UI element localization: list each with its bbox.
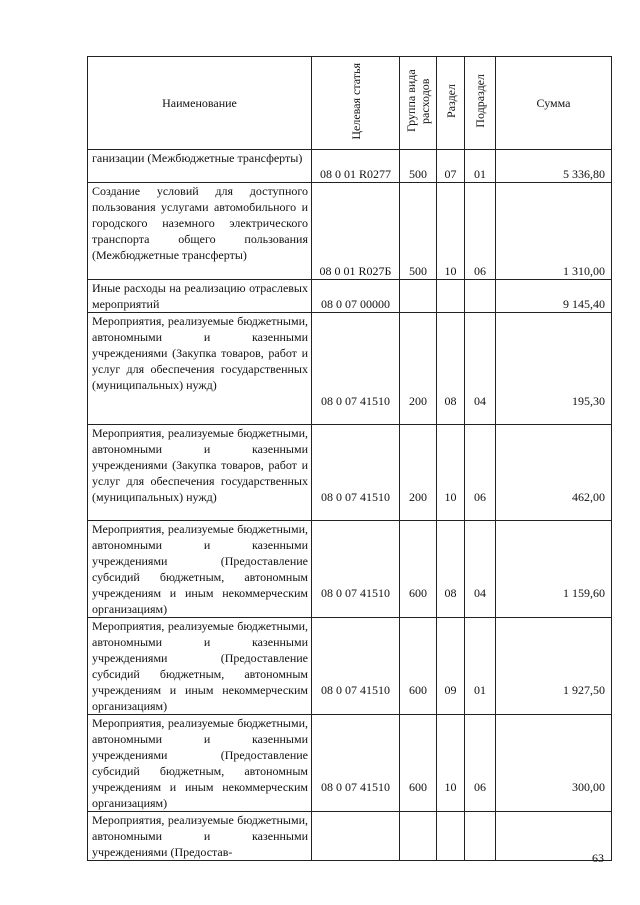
row-target: 08 0 01 R027Б [319, 264, 392, 278]
table-header-row [88, 57, 612, 150]
row-sum-cell [496, 280, 612, 313]
row-name: Мероприятия, реализуемые бюджетными, автономными и казенными учреждениями (Предоставление субсидий бюджетным, автономным учреждениям и иным некоммерческим организациям) [92, 522, 308, 616]
row-section-cell [437, 183, 465, 280]
row-name: ганизации (Межбюджетные трансферты) [92, 151, 303, 165]
row-group-cell [400, 618, 437, 715]
row-name: Мероприятия, реализуемые бюджетными, автономными и казенными учреждениями (Предоставление субсидий бюджетным, автономным учреждениям и иным некоммерческим организациям) [92, 716, 308, 810]
row-name: Мероприятия, реализуемые бюджетными, автономными и казенными учреждениями (Закупка товаров, работ и услуг для обеспечения государственных (муниципальных) нужд) [92, 426, 308, 504]
row-subsection: 04 [474, 394, 486, 408]
row-name-cell [88, 618, 312, 715]
row-section: 10 [444, 490, 457, 504]
row-section-cell [437, 618, 465, 715]
row-name-cell [88, 715, 312, 812]
row-sum: 1 310,00 [563, 264, 605, 278]
row-subsection-cell [465, 183, 496, 280]
header-name: Наименование [88, 57, 312, 150]
row-section-cell [437, 812, 465, 861]
row-name-cell [88, 812, 312, 861]
row-group: 500 [409, 167, 427, 181]
row-group-cell [400, 425, 437, 521]
row-section-cell [437, 715, 465, 812]
row-subsection-cell [465, 715, 496, 812]
row-target-cell [312, 313, 400, 425]
row-target-cell [312, 150, 400, 183]
table-row [88, 183, 612, 280]
row-group-cell [400, 183, 437, 280]
budget-table [87, 56, 612, 861]
table-row [88, 425, 612, 521]
row-section: 07 [444, 167, 457, 181]
row-target-cell [312, 280, 400, 313]
table-row [88, 313, 612, 425]
row-sum: 462,00 [572, 490, 605, 504]
row-sum: 300,00 [572, 780, 605, 794]
row-target: 08 0 07 00000 [321, 297, 390, 311]
row-sum-cell [496, 183, 612, 280]
row-target-cell [312, 521, 400, 618]
row-name: Создание условий для доступного пользования услугами автомобильного и городского наземного электрического транспорта общего пользования (Межбюджетные трансферты) [92, 184, 308, 262]
row-section-cell [437, 280, 465, 313]
row-section-cell [437, 150, 465, 183]
header-section: Раздел [437, 57, 465, 150]
row-name: Мероприятия, реализуемые бюджетными, автономными и казенными учреждениями (Закупка товаров, работ и услуг для обеспечения государственных (муниципальных) нужд) [92, 314, 308, 392]
row-group-cell [400, 715, 437, 812]
row-group: 600 [409, 683, 427, 697]
row-section-cell [437, 425, 465, 521]
row-group: 600 [409, 586, 427, 600]
row-target-cell [312, 715, 400, 812]
row-subsection: 06 [474, 490, 486, 504]
row-group-cell [400, 150, 437, 183]
row-subsection: 01 [474, 683, 486, 697]
row-target-cell [312, 812, 400, 861]
row-group: 200 [409, 490, 427, 504]
header-subsection: Подраздел [465, 57, 496, 150]
row-section: 09 [444, 683, 457, 697]
row-name-cell [88, 425, 312, 521]
row-name-cell [88, 150, 312, 183]
header-group: Группа вида расходов [400, 57, 437, 150]
row-subsection: 01 [474, 167, 486, 181]
row-sum: 9 145,40 [563, 297, 605, 311]
table-row [88, 618, 612, 715]
row-sum: 1 927,50 [563, 683, 605, 697]
row-section: 08 [444, 394, 457, 408]
row-target: 08 0 07 41510 [321, 490, 390, 504]
row-subsection-cell [465, 280, 496, 313]
row-name-cell [88, 183, 312, 280]
row-sum-cell [496, 715, 612, 812]
row-section: 08 [444, 586, 457, 600]
row-subsection-cell [465, 812, 496, 861]
row-target: 08 0 01 R0277 [319, 167, 391, 181]
row-subsection-cell [465, 425, 496, 521]
row-target-cell [312, 425, 400, 521]
row-group-cell [400, 812, 437, 861]
row-target: 08 0 07 41510 [321, 586, 390, 600]
row-group-cell [400, 280, 437, 313]
row-group: 200 [409, 394, 427, 408]
row-section: 10 [444, 780, 457, 794]
row-name-cell [88, 313, 312, 425]
row-target: 08 0 07 41510 [321, 780, 390, 794]
row-section-cell [437, 313, 465, 425]
table-row [88, 715, 612, 812]
row-section: 10 [444, 264, 457, 278]
row-subsection: 06 [474, 264, 486, 278]
row-subsection: 06 [474, 780, 486, 794]
row-section-cell [437, 521, 465, 618]
row-sum-cell [496, 425, 612, 521]
table-row [88, 521, 612, 618]
row-subsection-cell [465, 313, 496, 425]
row-name: Иные расходы на реализацию отраслевых мероприятий [92, 281, 308, 311]
row-sum: 5 336,80 [563, 167, 605, 181]
header-target: Целевая статья [312, 57, 400, 150]
table-row [88, 280, 612, 313]
row-sum-cell [496, 313, 612, 425]
header-sum: Сумма [496, 57, 612, 150]
row-name-cell [88, 280, 312, 313]
row-group-cell [400, 521, 437, 618]
row-target: 08 0 07 41510 [321, 394, 390, 408]
row-group: 500 [409, 264, 427, 278]
row-group: 600 [409, 780, 427, 794]
row-sum-cell [496, 521, 612, 618]
row-subsection: 04 [474, 586, 486, 600]
row-name: Мероприятия, реализуемые бюджетными, автономными и казенными учреждениями (Предостав- [92, 813, 308, 859]
row-subsection-cell [465, 150, 496, 183]
row-sum-cell [496, 618, 612, 715]
row-sum: 195,30 [572, 394, 605, 408]
table-row [88, 812, 612, 861]
table-row [88, 150, 612, 183]
row-target-cell [312, 618, 400, 715]
row-subsection-cell [465, 521, 496, 618]
row-sum-cell [496, 150, 612, 183]
row-name-cell [88, 521, 312, 618]
row-target-cell [312, 183, 400, 280]
row-subsection-cell [465, 618, 496, 715]
row-sum: 1 159,60 [563, 586, 605, 600]
row-name: Мероприятия, реализуемые бюджетными, автономными и казенными учреждениями (Предоставление субсидий бюджетным, автономным учреждениям и иным некоммерческим организациям) [92, 619, 308, 713]
row-group-cell [400, 313, 437, 425]
row-target: 08 0 07 41510 [321, 683, 390, 697]
page-number: 63 [592, 851, 604, 865]
